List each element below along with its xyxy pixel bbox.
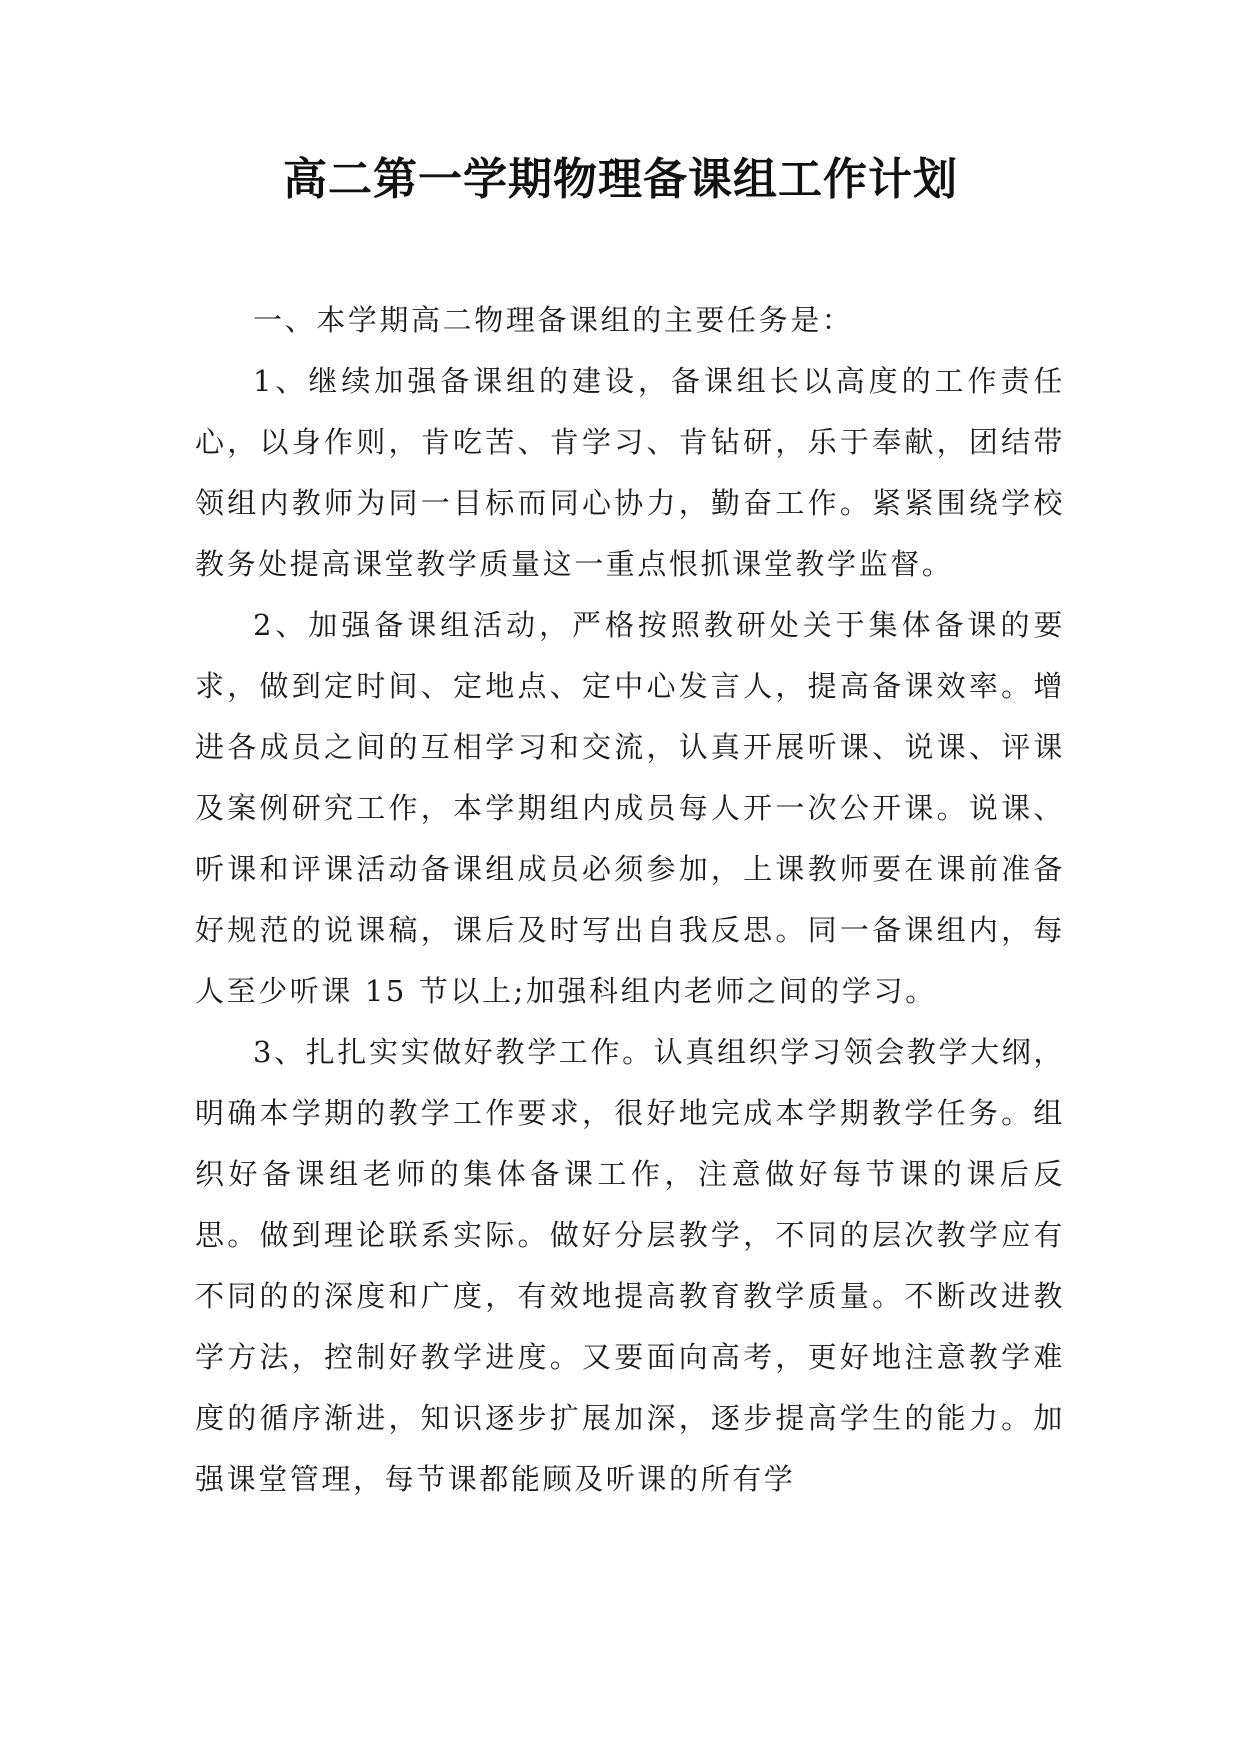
- paragraph-item-1: 1、继续加强备课组的建设，备课组长以高度的工作责任心，以身作则，肯吃苦、肯学习、肯钻研，乐于奉献，团结带领组内教师为同一目标而同心协力，勤奋工作。紧紧围绕学校教务处提高课堂教学质量这一重点恨抓课堂教学监督。: [195, 364, 1065, 581]
- paragraph-item-3: 3、扎扎实实做好教学工作。认真组织学习领会教学大纲，明确本学期的教学工作要求，很好地完成本学期教学任务。组织好备课组老师的集体备课工作，注意做好每节课的课后反思。做到理论联系实际。做好分层教学，不同的层次教学应有不同的的深度和广度，有效地提高教育教学质量。不断改进教学方法，控制好教学进度。又要面向高考，更好地注意教学难度的循序渐进，知识逐步扩展加深，逐步提高学生的能力。加强课堂管理，每节课都能顾及听课的所有学: [195, 1035, 1065, 1496]
- paragraph-item-2: 2、加强备课组活动，严格按照教研处关于集体备课的要求，做到定时间、定地点、定中心发言人，提高备课效率。增进各成员之间的互相学习和交流，认真开展听课、说课、评课及案例研究工作，本学期组内成员每人开一次公开课。说课、听课和评课活动备课组成员必须参加，上课教师要在课前准备好规范的说课稿，课后及时写出自我反思。同一备课组内，每人至少听课 15 节以上;加强科组内老师之间的学习。: [195, 608, 1065, 1008]
- document-body: [195, 290, 1065, 1510]
- paragraph-section-heading: 一、本学期高二物理备课组的主要任务是：: [253, 303, 854, 337]
- document-title: 高二第一学期物理备课组工作计划: [283, 154, 958, 205]
